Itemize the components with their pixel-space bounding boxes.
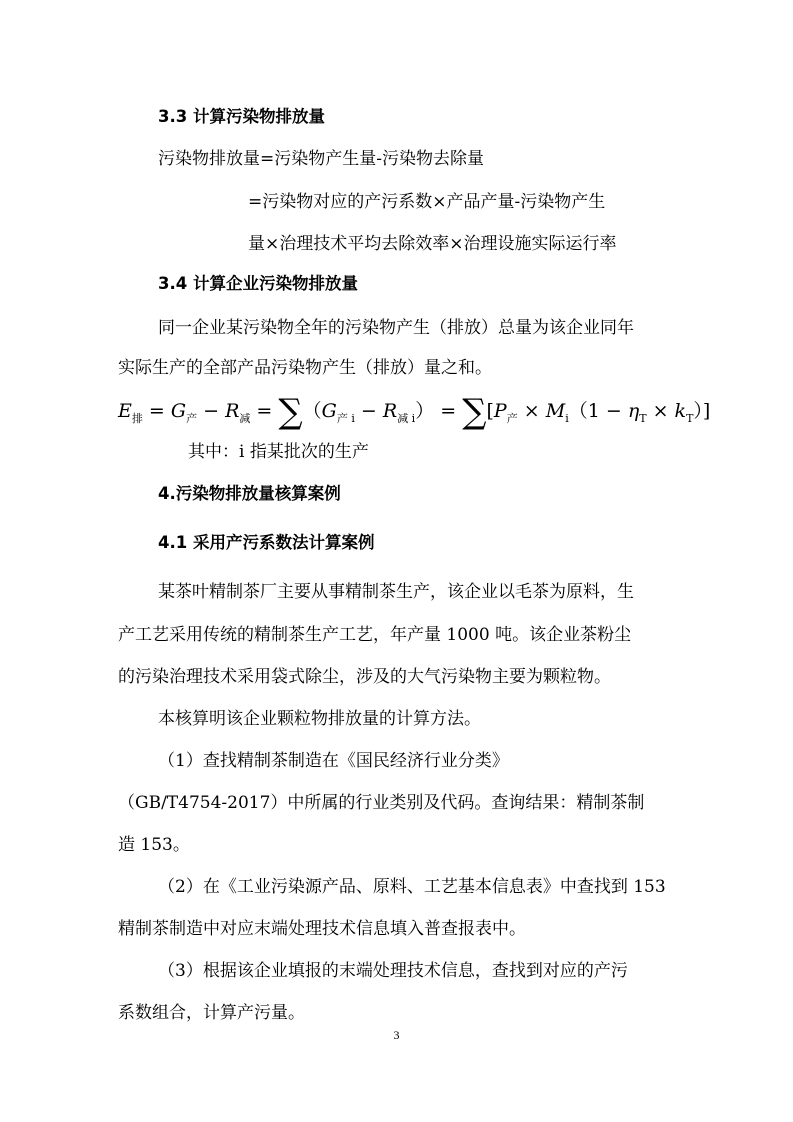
heading-4: 4.污染物排放量核算案例 <box>158 484 341 503</box>
text-line: 本核算明该企业颗粒物排放量的计算方法。 <box>158 709 481 729</box>
text-line: =污染物对应的产污系数×产品产量-污染物产生 <box>248 192 606 212</box>
text-line: 造 153。 <box>118 835 190 855</box>
page-number: 3 <box>393 1028 400 1042</box>
text-line: （1）查找精制茶制造在《国民经济行业分类》 <box>158 751 509 771</box>
text-line: （GB/T4754-2017）中所属的行业类别及代码。查询结果：精制茶制 <box>118 793 645 813</box>
text-line: 产工艺采用传统的精制茶生产工艺，年产量 1000 吨。该企业茶粉尘 <box>118 625 632 645</box>
text-line: 某茶叶精制茶厂主要从事精制茶生产，该企业以毛茶为原料，生 <box>158 582 634 602</box>
text-line: （3）根据该企业填报的末端处理技术信息，查找到对应的产污 <box>158 961 628 981</box>
text-line: 实际生产的全部产品污染物产生（排放）量之和。 <box>118 358 492 378</box>
emission-formula: $E_排 = G_产 - R_减 = \sum(G_{产 i} - R_{减 i}) = \sum[P_产 \times M_i(1 - \eta_T \times k_T)]$ <box>118 392 711 432</box>
text-line: 污染物排放量=污染物产生量-污染物去除量 <box>158 149 484 169</box>
text-line: 量×治理技术平均去除效率×治理设施实际运行率 <box>248 234 617 254</box>
text-line: 同一企业某污染物全年的污染物产生（排放）总量为该企业同年 <box>158 318 634 338</box>
heading-4-1: 4.1 采用产污系数法计算案例 <box>158 533 375 552</box>
heading-3-4: 3.4 计算企业污染物排放量 <box>158 274 358 293</box>
text-line: 精制茶制造中对应末端处理技术信息填入普查报表中。 <box>118 919 526 939</box>
text-line: （2）在《工业污染源产品、原料、工艺基本信息表》中查找到 153 <box>158 877 666 897</box>
text-line: 系数组合，计算产污量。 <box>118 1003 305 1023</box>
heading-3-3: 3.3 计算污染物排放量 <box>158 107 325 126</box>
text-line: 的污染治理技术采用袋式除尘，涉及的大气污染物主要为颗粒物。 <box>118 667 611 687</box>
text-line: 其中：i 指某批次的生产 <box>188 442 369 462</box>
